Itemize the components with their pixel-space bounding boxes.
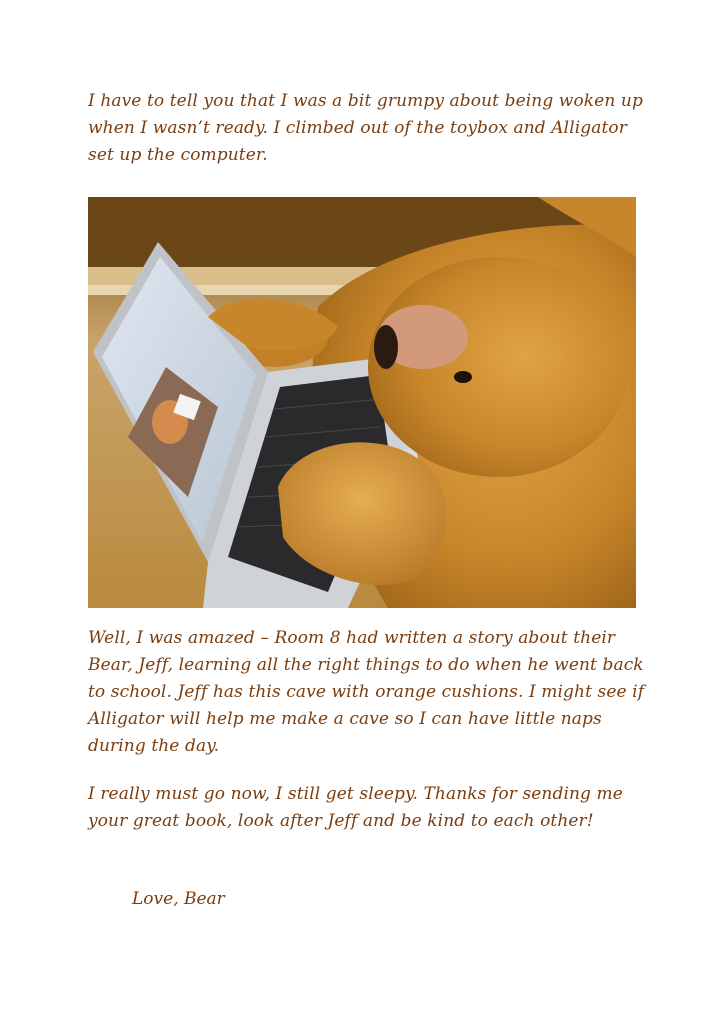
bear-using-laptop-photo (88, 197, 636, 608)
letter-paragraph-2: Well, I was amazed – Room 8 had written a story about their Bear, Jeff, learning all the right things to do when he went back to school. Jeff has this cave with orange cushions. I might see if Alligator will help me make a cave so I can have little naps during the day. (88, 628, 645, 756)
letter-paragraph-3: I really must go now, I still get sleepy. Thanks for sending me your great book, look after Jeff and be kind to each other! (88, 784, 623, 831)
letter-signoff: Love, Bear (132, 889, 225, 909)
letter-paragraph-1: I have to tell you that I was a bit grumpy about being woken up when I wasn’t ready. I climbed out of the toybox and Alligator set up the computer. (88, 91, 643, 165)
